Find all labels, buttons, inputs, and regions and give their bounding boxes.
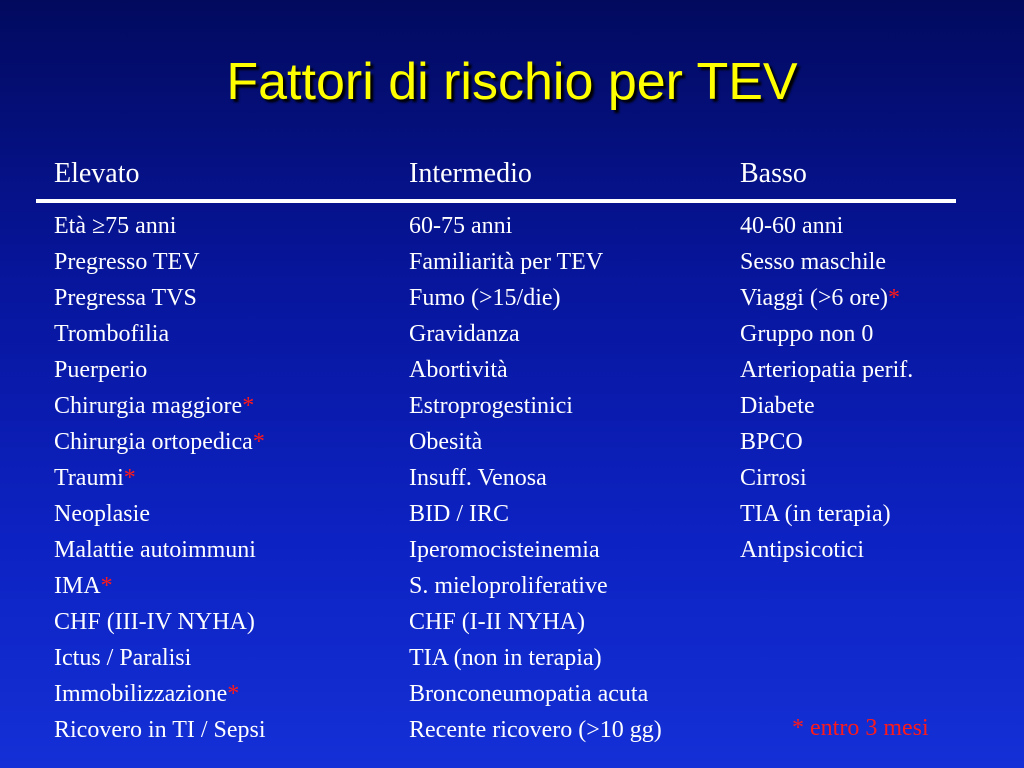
risk-factor-item xyxy=(54,568,266,604)
risk-factor-item xyxy=(54,496,266,532)
risk-factor-item xyxy=(54,532,266,568)
risk-factor-label: Gravidanza xyxy=(409,321,520,347)
risk-factor-item xyxy=(54,352,266,388)
risk-factor-label: Bronconeumopatia acuta xyxy=(409,681,649,707)
three-month-marker: * xyxy=(888,285,901,311)
three-month-marker: * xyxy=(242,393,255,419)
risk-factor-item xyxy=(740,316,913,352)
risk-factor-label: Immobilizzazione xyxy=(54,681,228,707)
risk-factor-item xyxy=(54,640,266,676)
risk-factor-item xyxy=(740,460,913,496)
risk-factor-label: Età ≥75 anni xyxy=(54,213,177,239)
risk-factor-item xyxy=(740,424,913,460)
risk-factor-label: BID / IRC xyxy=(409,501,510,527)
risk-factor-label: Iperomocisteinemia xyxy=(409,537,600,563)
risk-factor-label: Antipsicotici xyxy=(740,537,864,563)
risk-factor-item xyxy=(54,316,266,352)
risk-factor-label: TIA (in terapia) xyxy=(740,501,891,527)
risk-factor-item xyxy=(54,676,266,712)
risk-factor-item xyxy=(740,280,913,316)
risk-factor-label: Pregresso TEV xyxy=(54,249,200,275)
risk-factor-item xyxy=(54,388,266,424)
risk-factor-item xyxy=(54,424,266,460)
risk-factor-label: Diabete xyxy=(740,393,815,419)
risk-factor-label: Traumi xyxy=(54,465,124,491)
risk-factor-item xyxy=(409,460,662,496)
risk-factor-item xyxy=(409,352,662,388)
risk-factor-label: Puerperio xyxy=(54,357,148,383)
three-month-marker: * xyxy=(123,465,136,491)
risk-factor-label: Recente ricovero (>10 gg) xyxy=(409,717,662,743)
risk-factor-label: TIA (non in terapia) xyxy=(409,645,602,671)
risk-factor-label: BPCO xyxy=(740,429,803,455)
risk-factor-item xyxy=(409,280,662,316)
risk-factor-item xyxy=(54,208,266,244)
risk-factor-item xyxy=(54,712,266,748)
three-month-marker: * xyxy=(252,429,265,455)
risk-factor-item xyxy=(409,316,662,352)
risk-factor-label: 60-75 anni xyxy=(409,213,513,239)
risk-factor-label: Neoplasie xyxy=(54,501,150,527)
risk-factor-item xyxy=(54,280,266,316)
risk-factor-label: Abortività xyxy=(409,357,508,383)
risk-factor-item xyxy=(409,712,662,748)
risk-factor-item xyxy=(409,208,662,244)
risk-factor-item xyxy=(409,244,662,280)
risk-factor-label: Malattie autoimmuni xyxy=(54,537,256,563)
risk-factor-label: CHF (III-IV NYHA) xyxy=(54,609,255,635)
risk-factor-item xyxy=(54,460,266,496)
risk-factor-label: S. mieloproliferative xyxy=(409,573,608,599)
risk-factor-item xyxy=(740,388,913,424)
risk-factor-label: IMA xyxy=(54,573,101,599)
risk-factor-label: Insuff. Venosa xyxy=(409,465,547,491)
risk-factor-label: Cirrosi xyxy=(740,465,807,491)
risk-factor-item xyxy=(409,388,662,424)
column-header-basso: Basso xyxy=(740,158,807,189)
risk-factor-item xyxy=(409,640,662,676)
risk-factor-label: Familiarità per TEV xyxy=(409,249,604,275)
risk-factor-label: Ictus / Paralisi xyxy=(54,645,192,671)
risk-factor-label: Pregressa TVS xyxy=(54,285,197,311)
risk-factor-label: Obesità xyxy=(409,429,483,455)
risk-factor-item xyxy=(409,496,662,532)
risk-list-basso xyxy=(740,208,913,568)
risk-factor-item xyxy=(409,568,662,604)
risk-factor-item xyxy=(740,496,913,532)
risk-factor-label: Trombofilia xyxy=(54,321,170,347)
risk-factor-label: 40-60 anni xyxy=(740,213,844,239)
risk-factor-item xyxy=(54,244,266,280)
footnote: * entro 3 mesi xyxy=(792,715,929,741)
risk-factor-item xyxy=(740,532,913,568)
risk-factor-label: Arteriopatia perif. xyxy=(740,357,914,383)
risk-factor-item xyxy=(409,424,662,460)
risk-factor-label: CHF (I-II NYHA) xyxy=(409,609,585,635)
risk-factor-label: Sesso maschile xyxy=(740,249,886,275)
risk-factor-label: Ricovero in TI / Sepsi xyxy=(54,717,266,743)
risk-factor-item xyxy=(740,208,913,244)
risk-factor-item xyxy=(740,244,913,280)
risk-list-elevato xyxy=(54,208,266,748)
header-divider xyxy=(36,199,956,203)
risk-factor-label: Viaggi (>6 ore) xyxy=(740,285,889,311)
risk-factor-item xyxy=(409,676,662,712)
risk-list-intermedio xyxy=(409,208,662,748)
three-month-marker: * xyxy=(227,681,240,707)
column-header-elevato: Elevato xyxy=(54,158,140,189)
three-month-marker: * xyxy=(100,573,113,599)
risk-factor-item xyxy=(409,604,662,640)
risk-factor-label: Chirurgia maggiore xyxy=(54,393,243,419)
risk-factor-label: Gruppo non 0 xyxy=(740,321,874,347)
column-header-intermedio: Intermedio xyxy=(409,158,532,189)
risk-factor-item xyxy=(740,352,913,388)
risk-factor-label: Estroprogestinici xyxy=(409,393,573,419)
risk-factor-item xyxy=(54,604,266,640)
risk-factor-item xyxy=(409,532,662,568)
slide-title: Fattori di rischio per TEV xyxy=(226,53,798,111)
risk-factor-label: Fumo (>15/die) xyxy=(409,285,561,311)
risk-factor-label: Chirurgia ortopedica xyxy=(54,429,253,455)
